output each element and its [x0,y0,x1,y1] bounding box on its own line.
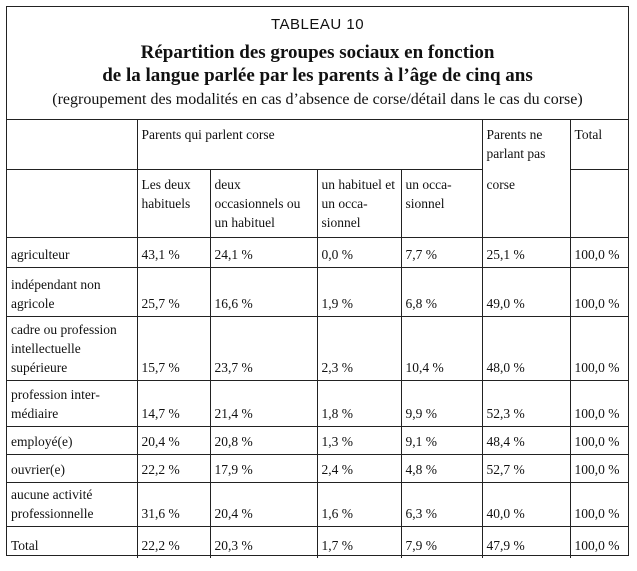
table-cell: 2,4 % [317,455,401,483]
table-cell: 100,0 % [570,317,628,381]
row-label: employé(e) [7,427,137,455]
corner-cell-2 [7,170,137,238]
table-cell: 100,0 % [570,527,628,558]
table-cell: 16,6 % [210,268,317,317]
table-cell: 1,9 % [317,268,401,317]
table-cell: 43,1 % [137,238,210,268]
table-subtitle: (regroupement des modalités en cas d’absence de corse/détail dans le cas du corse) [52,91,583,108]
table-cell: 22,2 % [137,527,210,558]
header-total: Total [570,120,628,170]
table-row [7,455,628,483]
header-not-corse: Parents ne parlant pas [482,120,570,170]
header-les-deux-habituels: Les deux habituels [137,170,210,238]
table-cell: 1,6 % [317,483,401,527]
header-deux-occasionnels: deux occasionnels ou un habituel [210,170,317,238]
table-cell: 24,1 % [210,238,317,268]
table-number: TABLEAU 10 [270,16,365,33]
table-row [7,317,628,381]
data-table [7,119,628,558]
table-cell: 6,8 % [401,268,482,317]
table-cell: 2,3 % [317,317,401,381]
table-cell: 1,7 % [317,527,401,558]
table-cell: 48,4 % [482,427,570,455]
table-cell: 47,9 % [482,527,570,558]
table-cell: 40,0 % [482,483,570,527]
table-row [7,483,628,527]
row-label: profession intermédiaire [7,381,137,427]
table-cell: 9,9 % [401,381,482,427]
table-cell: 10,4 % [401,317,482,381]
table-row [7,527,628,558]
table-cell: 100,0 % [570,381,628,427]
table-cell: 1,8 % [317,381,401,427]
table-cell: 15,7 % [137,317,210,381]
table-row [7,427,628,455]
table-cell: 23,7 % [210,317,317,381]
table-cell: 25,1 % [482,238,570,268]
row-label: agriculteur [7,238,137,268]
table-cell: 100,0 % [570,427,628,455]
header-un-habituel-un-occasionnel: un habituel et un occasionnel [317,170,401,238]
table-cell: 31,6 % [137,483,210,527]
header-row-2 [7,170,628,238]
table-cell: 7,9 % [401,527,482,558]
table-cell: 25,7 % [137,268,210,317]
table-row [7,268,628,317]
row-label: aucune activité professionnelle [7,483,137,527]
table-cell: 6,3 % [401,483,482,527]
corner-cell [7,120,137,170]
table-cell: 9,1 % [401,427,482,455]
table-cell: 0,0 % [317,238,401,268]
table-frame [6,6,629,556]
title-line-1: Répartition des groupes sociaux en fonction [140,42,495,63]
table-header-block [7,7,628,119]
table-cell: 4,8 % [401,455,482,483]
header-row-1 [7,120,628,170]
table-cell: 7,7 % [401,238,482,268]
header-total-cont [570,170,628,238]
table-title [7,41,628,87]
row-label: indépendant non agricole [7,268,137,317]
header-not-corse-cont: corse [482,170,570,238]
table-cell: 48,0 % [482,317,570,381]
table-cell: 49,0 % [482,268,570,317]
table-cell: 1,3 % [317,427,401,455]
table-cell: 100,0 % [570,483,628,527]
table-cell: 21,4 % [210,381,317,427]
table-cell: 20,4 % [137,427,210,455]
table-cell: 52,7 % [482,455,570,483]
table-cell: 20,8 % [210,427,317,455]
table-cell: 22,2 % [137,455,210,483]
table-cell: 100,0 % [570,455,628,483]
table-cell: 100,0 % [570,268,628,317]
title-line-2: de la langue parlée par les parents à l’âge de cinq ans [102,65,533,86]
row-label: ouvrier(e) [7,455,137,483]
row-label: cadre ou profession intellectuelle supérieure [7,317,137,381]
table-cell: 20,4 % [210,483,317,527]
table-cell: 17,9 % [210,455,317,483]
table-cell: 14,7 % [137,381,210,427]
table-row [7,381,628,427]
header-un-occasionnel: un occasionnel [401,170,482,238]
table-cell: 100,0 % [570,238,628,268]
table-cell: 52,3 % [482,381,570,427]
header-parents-corse: Parents qui parlent corse [137,120,482,170]
table-cell: 20,3 % [210,527,317,558]
table-row [7,238,628,268]
row-label: Total [7,527,137,558]
